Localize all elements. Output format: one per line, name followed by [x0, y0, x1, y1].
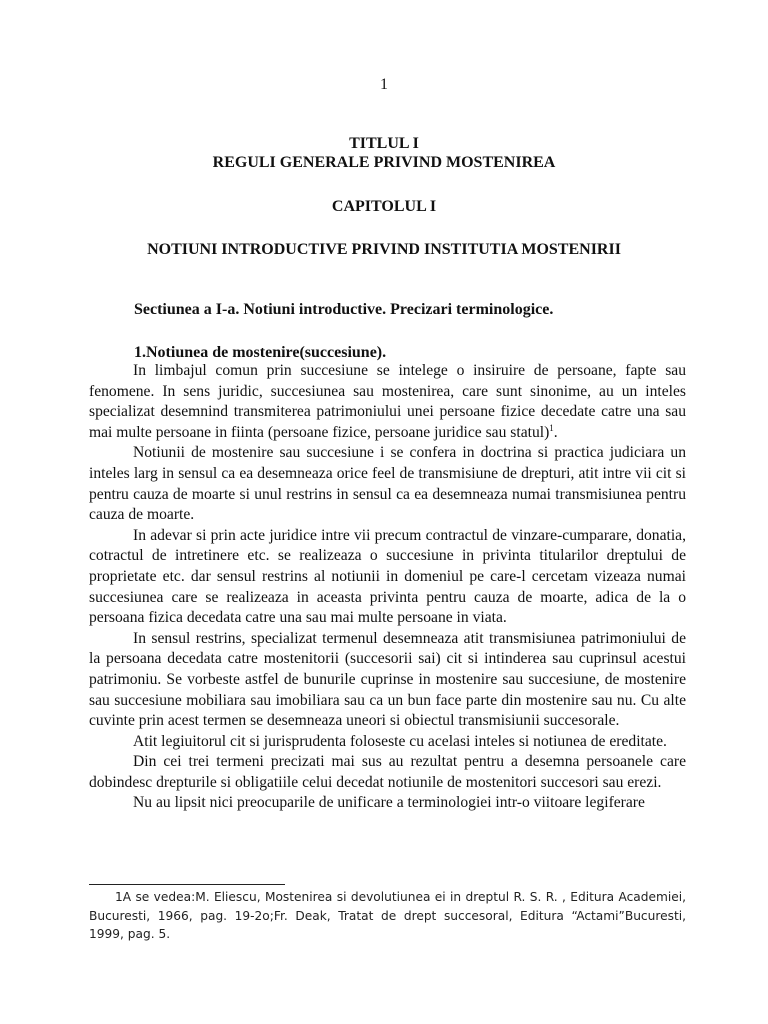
paragraph: Notiunii de mostenire sau succesiune i se confera in doctrina si practica judiciara un inteles larg in sensul ca ea desemneaza orice feel de transmisiune de drepturi, atit intre vii cit si pentru cauza de moarte si unul restrins in sensul ca ea desemneaza numai transmisiunea pentru cauza de moarte. — [89, 444, 686, 524]
title-heading: TITLUL I — [349, 135, 419, 152]
title-subheading: REGULI GENERALE PRIVIND MOSTENIREA — [212, 154, 556, 171]
paragraph: In adevar si prin acte juridice intre vii precum contractul de vinzare-cumparare, donatia, cotractul de intretinere etc. se realizeaza o succesiune in privinta titularilor dreptului de proprietate etc. dar sensul restrins al notiunii in domeniul pe care-l cercetam vizeaza numai succesiunea care se realizeaza in aceasta privinta pentru cauza de moarte, adica de la o persoana fizica decedata catre una sau mai multe persoane in viata. — [89, 526, 686, 627]
footnote-reference: 1 — [549, 422, 554, 433]
paragraph-text: In limbajul comun prin succesiune se intelege o insiruire de persoane, fapte sau fenomene. In sens juridic, succesiunea sau mostenirea, care sunt sinonime, au un inteles specializat desemnind transmiterea patrimoniului unei persoane fizice decedate catre una sau mai multe persoane in fiinta (persoane fizice, persoane juridice sau statul) — [89, 362, 686, 441]
paragraph: Din cei trei termeni precizati mai sus au rezultat pentru a desemna persoanele care dobindesc drepturile si obligatiile celui decedat notiunile de mostenitori succesori sau erezi. — [89, 753, 686, 791]
body-text — [89, 361, 686, 814]
paragraph: Nu au lipsit nici preocuparile de unificare a terminologiei intr-o viitoare legiferare — [133, 794, 645, 812]
paragraph — [89, 361, 686, 443]
page-number: 1 — [380, 76, 388, 93]
footnote-divider — [89, 884, 285, 885]
subsection-title: 1.Notiunea de mostenire(succesiune). — [134, 344, 387, 361]
paragraph: Atit legiuitorul cit si jurisprudenta foloseste cu acelasi inteles si notiunea de ereditate. — [133, 732, 667, 750]
chapter-heading: CAPITOLUL I — [331, 198, 437, 215]
paragraph: In sensul restrins, specializat termenul desemneaza atit transmisiunea patrimoniului de la persoana decedata catre mostenitorii (succesorii sai) cit si intinderea sau cuprinsul acestui patrimoniu. Se vorbeste astfel de bunurile cuprinse in mostenire sau succesiune, de mostenire sau succesiune mobiliara sau imobiliara sau ca un bun face parte din mostenire sau nu. Cu alte cuvinte prin acest termen se desemneaza uneori si obiectul transmisiunii succesorale. — [89, 629, 686, 730]
section-title: Sectiunea a I-a. Notiuni introductive. Precizari terminologice. — [134, 301, 554, 318]
chapter-title: NOTIUNI INTRODUCTIVE PRIVIND INSTITUTIA MOSTENIRII — [147, 241, 621, 258]
footnote: 1A se vedea:M. Eliescu, Mostenirea si devolutiunea ei in dreptul R. S. R. , Editura Academiei, Bucuresti, 1966, pag. 19-2o;Fr. Deak, Tratat de drept succesoral, Editura “Actami”Bucuresti, 1999, pag. 5. — [89, 890, 686, 941]
paragraph-end: . — [553, 423, 558, 441]
